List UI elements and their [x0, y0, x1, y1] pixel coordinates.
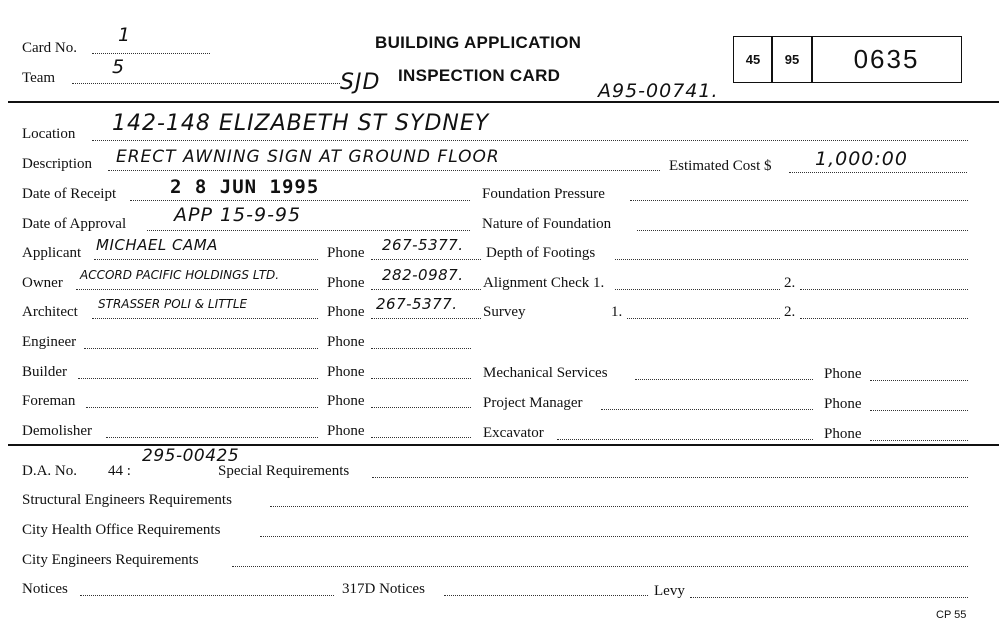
alignment-check-2-label: 2.	[784, 275, 796, 291]
builder-line	[78, 378, 318, 379]
nature-foundation-label: Nature of Foundation	[482, 216, 612, 232]
card-no-label: Card No.	[22, 40, 77, 56]
owner-label: Owner	[22, 275, 63, 291]
notices-317d-line	[444, 595, 648, 596]
application-ref-number: A95-00741.	[598, 80, 719, 102]
foundation-pressure-label: Foundation Pressure	[482, 186, 605, 202]
excavator-phone-line	[870, 440, 968, 441]
levy-label: Levy	[654, 583, 685, 599]
project-manager-phone-label: Phone	[824, 396, 862, 412]
applicant-label: Applicant	[22, 245, 82, 261]
da-no-value: 295-00425	[142, 446, 240, 466]
architect-value: STRASSER POLI & LITTLE	[98, 297, 248, 311]
excavator-phone-label: Phone	[824, 426, 862, 442]
description-value: ERECT AWNING SIGN AT GROUND FLOOR	[116, 147, 500, 167]
header-rule	[8, 101, 999, 103]
architect-phone-label: Phone	[327, 304, 365, 320]
special-requirements-label: Special Requirements	[218, 463, 350, 479]
mechanical-phone-line	[870, 380, 968, 381]
location-value: 142-148 ELIZABETH ST SYDNEY	[112, 111, 490, 136]
title-line-2: INSPECTION CARD	[398, 66, 561, 85]
owner-phone-line	[371, 289, 481, 290]
location-label: Location	[22, 126, 76, 142]
engineer-label: Engineer	[22, 334, 77, 350]
mechanical-services-label: Mechanical Services	[483, 365, 608, 381]
architect-label: Architect	[22, 304, 78, 320]
date-approval-value: APP 15-9-95	[174, 204, 302, 226]
city-engineers-label: City Engineers Requirements	[22, 552, 199, 568]
estimated-cost-label: Estimated Cost $	[669, 158, 772, 174]
alignment-check-line-2	[800, 289, 968, 290]
architect-phone-line	[371, 318, 481, 319]
structural-engineers-label: Structural Engineers Requirements	[22, 492, 232, 508]
notices-label: Notices	[22, 581, 68, 597]
description-line	[108, 170, 660, 171]
project-manager-label: Project Manager	[483, 395, 583, 411]
ref-box-2-text: 95	[784, 52, 800, 67]
owner-phone-label: Phone	[327, 275, 365, 291]
survey-line-2	[800, 318, 968, 319]
da-no-label: D.A. No.	[22, 463, 77, 479]
project-manager-line	[601, 409, 813, 410]
foundation-pressure-line	[630, 200, 968, 201]
card-no-value: 1	[118, 24, 132, 46]
estimated-cost-value: 1,000:00	[815, 148, 908, 170]
date-receipt-stamp: 2 8 JUN 1995	[170, 176, 320, 198]
ref-box-3	[811, 36, 962, 83]
city-health-label: City Health Office Requirements	[22, 522, 221, 538]
structural-engineers-line	[270, 506, 968, 507]
foreman-phone-line	[371, 407, 471, 408]
survey-1-label: 1.	[611, 304, 623, 320]
survey-label: Survey	[483, 304, 526, 320]
demolisher-phone-line	[371, 437, 471, 438]
city-health-line	[260, 536, 968, 537]
team-line	[72, 83, 340, 84]
survey-2-label: 2.	[784, 304, 796, 320]
builder-label: Builder	[22, 364, 67, 380]
survey-line-1	[627, 318, 780, 319]
excavator-label: Excavator	[483, 425, 544, 441]
architect-line	[92, 318, 318, 319]
form-code: CP 55	[936, 609, 967, 621]
applicant-phone-line	[371, 259, 481, 260]
notices-317d-label: 317D Notices	[342, 581, 425, 597]
depth-footings-label: Depth of Footings	[486, 245, 596, 261]
nature-foundation-line	[637, 230, 968, 231]
team-label: Team	[22, 70, 56, 86]
date-approval-label: Date of Approval	[22, 216, 127, 232]
special-requirements-line	[372, 477, 968, 478]
team-initials: SJD	[340, 70, 381, 95]
project-manager-phone-line	[870, 410, 968, 411]
alignment-check-label: Alignment Check 1.	[483, 275, 605, 291]
owner-phone-value: 282-0987.	[382, 266, 464, 284]
applicant-phone-value: 267-5377.	[382, 236, 464, 254]
owner-line	[76, 289, 318, 290]
ref-box-3-text: 0635	[853, 44, 920, 74]
estimated-cost-line	[789, 172, 967, 173]
demolisher-line	[106, 437, 318, 438]
description-label: Description	[22, 156, 92, 172]
title-line-1: BUILDING APPLICATION	[375, 33, 582, 52]
city-engineers-line	[232, 566, 968, 567]
mechanical-services-line	[635, 379, 813, 380]
depth-footings-line	[615, 259, 968, 260]
team-value: 5	[112, 56, 126, 78]
foreman-phone-label: Phone	[327, 393, 365, 409]
demolisher-phone-label: Phone	[327, 423, 365, 439]
alignment-check-line-1	[615, 289, 780, 290]
demolisher-label: Demolisher	[22, 423, 92, 439]
date-receipt-line	[130, 200, 470, 201]
builder-phone-label: Phone	[327, 364, 365, 380]
architect-phone-value: 267-5377.	[376, 295, 458, 313]
applicant-line	[94, 259, 318, 260]
excavator-line	[557, 439, 813, 440]
card-no-line	[92, 53, 210, 54]
owner-value: ACCORD PACIFIC HOLDINGS LTD.	[80, 268, 280, 282]
location-line	[92, 140, 968, 141]
notices-line	[80, 595, 334, 596]
ref-box-1-text: 45	[745, 52, 761, 67]
applicant-value: MICHAEL CAMA	[96, 236, 218, 254]
engineer-phone-line	[371, 348, 471, 349]
applicant-phone-label: Phone	[327, 245, 365, 261]
engineer-line	[84, 348, 318, 349]
ref-box-2	[771, 36, 813, 83]
date-receipt-label: Date of Receipt	[22, 186, 117, 202]
date-approval-line	[147, 230, 470, 231]
foreman-label: Foreman	[22, 393, 76, 409]
mechanical-phone-label: Phone	[824, 366, 862, 382]
levy-line	[690, 597, 968, 598]
builder-phone-line	[371, 378, 471, 379]
foreman-line	[86, 407, 318, 408]
ref-box-1	[733, 36, 773, 83]
da-no-prefix: 44 :	[108, 463, 131, 479]
engineer-phone-label: Phone	[327, 334, 365, 350]
